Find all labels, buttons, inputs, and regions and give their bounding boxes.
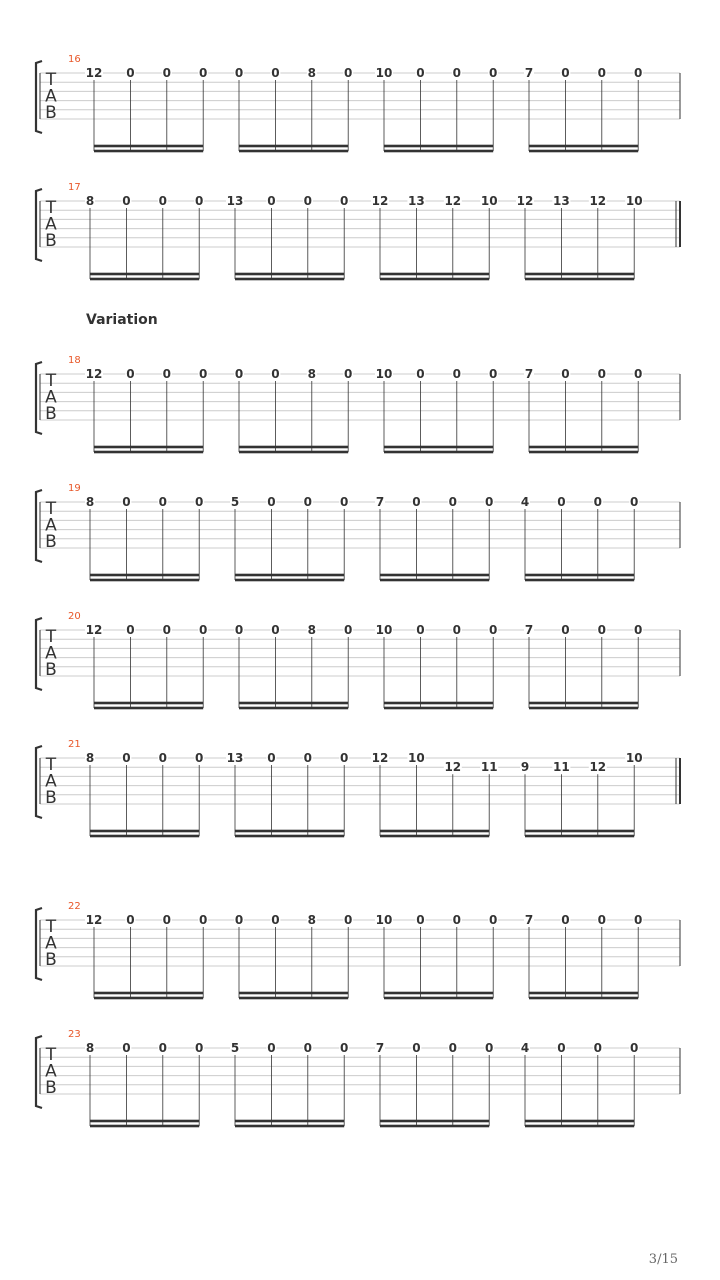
fret-number: 0 [122, 751, 131, 765]
fret-number: 8 [85, 1041, 95, 1055]
fret-number: 0 [489, 623, 498, 637]
beam [239, 145, 348, 148]
tab-system [36, 1029, 680, 1127]
fret-number: 0 [195, 495, 204, 509]
beam [235, 574, 344, 577]
fret-number: 0 [630, 495, 639, 509]
tab-system [36, 739, 680, 837]
fret-number: 0 [416, 913, 425, 927]
fret-number: 0 [122, 194, 131, 208]
fret-number: 12 [371, 751, 389, 765]
measure-number: 18 [68, 355, 81, 366]
fret-number: 10 [375, 367, 393, 381]
beam [235, 830, 344, 833]
fret-number: 8 [307, 66, 316, 80]
fret-number: 8 [307, 913, 316, 927]
measure-number: 19 [68, 483, 81, 494]
tab-clef-letter: A [45, 771, 57, 792]
tab-clef-letter: A [45, 86, 57, 107]
beam [380, 830, 489, 833]
fret-number: 11 [480, 760, 498, 775]
beam [90, 278, 199, 281]
tab-clef-letter: T [45, 917, 57, 937]
beam [90, 830, 199, 833]
fret-number: 0 [489, 66, 498, 80]
fret-number: 0 [412, 495, 421, 509]
fret-number: 4 [520, 1041, 530, 1055]
fret-number: 0 [340, 1041, 349, 1055]
beam [235, 1120, 344, 1123]
beam [525, 835, 634, 838]
fret-number: 5 [230, 1041, 240, 1055]
section-label: Variation [86, 312, 158, 328]
fret-number: 10 [408, 751, 425, 765]
fret-number: 0 [412, 1041, 421, 1055]
beam [90, 1125, 199, 1128]
tab-clef-letter: A [45, 933, 57, 954]
fret-number: 0 [561, 66, 570, 80]
system-bracket [36, 1036, 42, 1108]
beam [94, 702, 203, 705]
fret-number: 0 [597, 913, 606, 927]
fret-number: 8 [85, 751, 95, 765]
tab-clef-letter: B [45, 532, 57, 552]
beam [90, 574, 199, 577]
beam [90, 273, 199, 276]
beam [529, 446, 638, 449]
fret-number: 0 [126, 367, 135, 381]
fret-number: 0 [557, 495, 566, 509]
fret-number: 0 [303, 495, 312, 509]
beam [90, 835, 199, 838]
fret-number: 0 [195, 194, 204, 208]
beam [239, 702, 348, 705]
fret-number: 8 [85, 194, 95, 208]
tab-clef-letter: T [45, 755, 57, 775]
fret-number: 0 [561, 623, 570, 637]
fret-number: 0 [634, 623, 643, 637]
measure-number: 17 [68, 182, 81, 193]
system-bracket [36, 189, 42, 261]
fret-number: 4 [520, 495, 530, 509]
beam [235, 273, 344, 276]
fret-number: 0 [271, 367, 280, 381]
beam [525, 273, 634, 276]
fret-number: 0 [271, 66, 280, 80]
tab-clef-letter: B [45, 404, 57, 424]
beam [239, 446, 348, 449]
fret-number: 0 [634, 367, 643, 381]
beam [239, 150, 348, 153]
fret-number: 0 [489, 913, 498, 927]
fret-number: 0 [158, 194, 167, 208]
fret-number: 0 [303, 1041, 312, 1055]
beam [525, 830, 634, 833]
fret-number: 10 [375, 623, 393, 637]
system-bracket [36, 618, 42, 690]
tab-clef-letter: A [45, 214, 57, 235]
fret-number: 0 [199, 913, 208, 927]
beam [384, 446, 493, 449]
tab-clef-letter: T [45, 627, 57, 647]
tab-clef-letter: A [45, 643, 57, 664]
fret-number: 7 [524, 623, 534, 637]
fret-number: 0 [271, 623, 280, 637]
fret-number: 0 [122, 495, 131, 509]
tab-clef-letter: T [45, 1045, 57, 1065]
fret-number: 7 [524, 913, 534, 927]
beam [239, 451, 348, 454]
tab-clef-letter: T [45, 70, 57, 90]
fret-number: 0 [234, 623, 244, 637]
fret-number: 0 [634, 66, 643, 80]
beam [384, 702, 493, 705]
beam [239, 997, 348, 1000]
fret-number: 0 [416, 66, 425, 80]
fret-number: 0 [234, 66, 244, 80]
beam [90, 579, 199, 582]
fret-number: 0 [344, 913, 353, 927]
beam [380, 574, 489, 577]
fret-number: 5 [230, 495, 240, 509]
fret-number: 0 [593, 495, 602, 509]
measure-number: 16 [68, 54, 81, 65]
fret-number: 13 [553, 194, 570, 208]
beam [380, 278, 489, 281]
tab-system [36, 611, 680, 709]
fret-number: 0 [303, 194, 312, 208]
beam [94, 150, 203, 153]
measure-number: 20 [68, 611, 81, 622]
tab-clef-letter: A [45, 387, 57, 408]
fret-number: 12 [444, 760, 462, 775]
beam [380, 579, 489, 582]
tab-clef-letter: B [45, 660, 57, 680]
fret-number: 0 [126, 913, 135, 927]
beam [529, 997, 638, 1000]
fret-number: 0 [344, 623, 353, 637]
fret-number: 0 [416, 623, 425, 637]
measure-number: 23 [68, 1029, 81, 1040]
fret-number: 8 [307, 367, 316, 381]
fret-number: 0 [340, 751, 349, 765]
fret-number: 12 [589, 760, 607, 775]
tab-clef-letter: B [45, 231, 57, 251]
beam [239, 992, 348, 995]
fret-number: 0 [162, 913, 171, 927]
fret-number: 10 [625, 194, 643, 208]
beam [235, 278, 344, 281]
tab-system [36, 182, 680, 280]
fret-number: 12 [85, 66, 103, 80]
measure-number: 22 [68, 901, 81, 912]
fret-number: 0 [557, 1041, 566, 1055]
fret-number: 12 [516, 194, 534, 208]
fret-number: 12 [444, 194, 462, 208]
beam [94, 446, 203, 449]
beam [525, 579, 634, 582]
tab-clef-letter: B [45, 1078, 57, 1098]
fret-number: 0 [126, 66, 135, 80]
tab-clef-letter: A [45, 1061, 57, 1082]
fret-number: 8 [307, 623, 316, 637]
tab-system [36, 355, 680, 453]
beam [525, 278, 634, 281]
beam [239, 707, 348, 710]
tab-clef-letter: T [45, 198, 57, 218]
fret-number: 7 [524, 66, 534, 80]
fret-number: 0 [267, 194, 276, 208]
beam [529, 702, 638, 705]
beam [384, 997, 493, 1000]
fret-number: 0 [199, 66, 208, 80]
fret-number: 0 [162, 367, 171, 381]
fret-number: 0 [485, 495, 494, 509]
tab-clef-letter: B [45, 950, 57, 970]
beam [525, 1125, 634, 1128]
fret-number: 7 [375, 495, 385, 509]
fret-number: 0 [597, 66, 606, 80]
fret-number: 0 [597, 367, 606, 381]
beam [384, 451, 493, 454]
tab-clef-letter: B [45, 788, 57, 808]
system-bracket [36, 490, 42, 562]
beam [94, 707, 203, 710]
fret-number: 0 [593, 1041, 602, 1055]
fret-number: 0 [452, 66, 461, 80]
tab-clef-letter: T [45, 371, 57, 391]
fret-number: 0 [303, 751, 312, 765]
fret-number: 0 [489, 367, 498, 381]
fret-number: 0 [561, 367, 570, 381]
fret-number: 0 [340, 495, 349, 509]
beam [384, 992, 493, 995]
beam [380, 273, 489, 276]
fret-number: 7 [524, 367, 534, 381]
beam [529, 451, 638, 454]
fret-number: 0 [485, 1041, 494, 1055]
fret-number: 0 [162, 623, 171, 637]
fret-number: 10 [375, 913, 393, 927]
fret-number: 0 [448, 1041, 457, 1055]
beam [235, 835, 344, 838]
fret-number: 0 [267, 1041, 276, 1055]
tab-system [36, 54, 680, 152]
fret-number: 0 [162, 66, 171, 80]
fret-number: 7 [375, 1041, 385, 1055]
beam [90, 1120, 199, 1123]
fret-number: 9 [520, 760, 530, 775]
system-bracket [36, 908, 42, 980]
system-bracket [36, 61, 42, 133]
fret-number: 12 [371, 194, 389, 208]
beam [94, 992, 203, 995]
fret-number: 0 [344, 66, 353, 80]
fret-number: 0 [267, 751, 276, 765]
fret-number: 0 [271, 913, 280, 927]
fret-number: 13 [226, 751, 244, 765]
beam [384, 145, 493, 148]
fret-number: 13 [408, 194, 425, 208]
fret-number: 12 [589, 194, 607, 208]
tab-clef-letter: T [45, 499, 57, 519]
fret-number: 0 [452, 367, 461, 381]
fret-number: 12 [85, 623, 103, 637]
system-bracket [36, 746, 42, 818]
fret-number: 12 [85, 367, 103, 381]
fret-number: 0 [561, 913, 570, 927]
beam [529, 707, 638, 710]
fret-number: 0 [158, 495, 167, 509]
fret-number: 0 [344, 367, 353, 381]
fret-number: 0 [448, 495, 457, 509]
fret-number: 0 [195, 751, 204, 765]
system-bracket [36, 362, 42, 434]
fret-number: 13 [226, 194, 244, 208]
fret-number: 0 [597, 623, 606, 637]
beam [94, 997, 203, 1000]
fret-number: 11 [553, 760, 570, 775]
fret-number: 0 [452, 623, 461, 637]
fret-number: 12 [85, 913, 103, 927]
beam [529, 150, 638, 153]
fret-number: 0 [340, 194, 349, 208]
beam [380, 1125, 489, 1128]
beam [525, 1120, 634, 1123]
beam [529, 145, 638, 148]
tab-system [36, 901, 680, 999]
fret-number: 0 [199, 367, 208, 381]
fret-number: 0 [195, 1041, 204, 1055]
beam [529, 992, 638, 995]
fret-number: 0 [634, 913, 643, 927]
fret-number: 10 [625, 751, 643, 765]
beam [94, 145, 203, 148]
fret-number: 0 [630, 1041, 639, 1055]
fret-number: 0 [122, 1041, 131, 1055]
beam [380, 1120, 489, 1123]
beam [384, 150, 493, 153]
page-number: 3/15 [648, 1252, 678, 1267]
fret-number: 0 [234, 913, 244, 927]
beam [235, 579, 344, 582]
fret-number: 10 [375, 66, 393, 80]
fret-number: 10 [480, 194, 498, 208]
beam [380, 835, 489, 838]
fret-number: 8 [85, 495, 95, 509]
beam [94, 451, 203, 454]
fret-number: 0 [416, 367, 425, 381]
measure-number: 21 [68, 739, 81, 750]
fret-number: 0 [126, 623, 135, 637]
fret-number: 0 [158, 751, 167, 765]
fret-number: 0 [267, 495, 276, 509]
beam [525, 574, 634, 577]
fret-number: 0 [199, 623, 208, 637]
fret-number: 0 [234, 367, 244, 381]
fret-number: 0 [452, 913, 461, 927]
systems [36, 54, 680, 1127]
tab-system [36, 483, 680, 581]
tab-clef-letter: B [45, 103, 57, 123]
beam [384, 707, 493, 710]
fret-number: 0 [158, 1041, 167, 1055]
tab-clef-letter: A [45, 515, 57, 536]
beam [235, 1125, 344, 1128]
